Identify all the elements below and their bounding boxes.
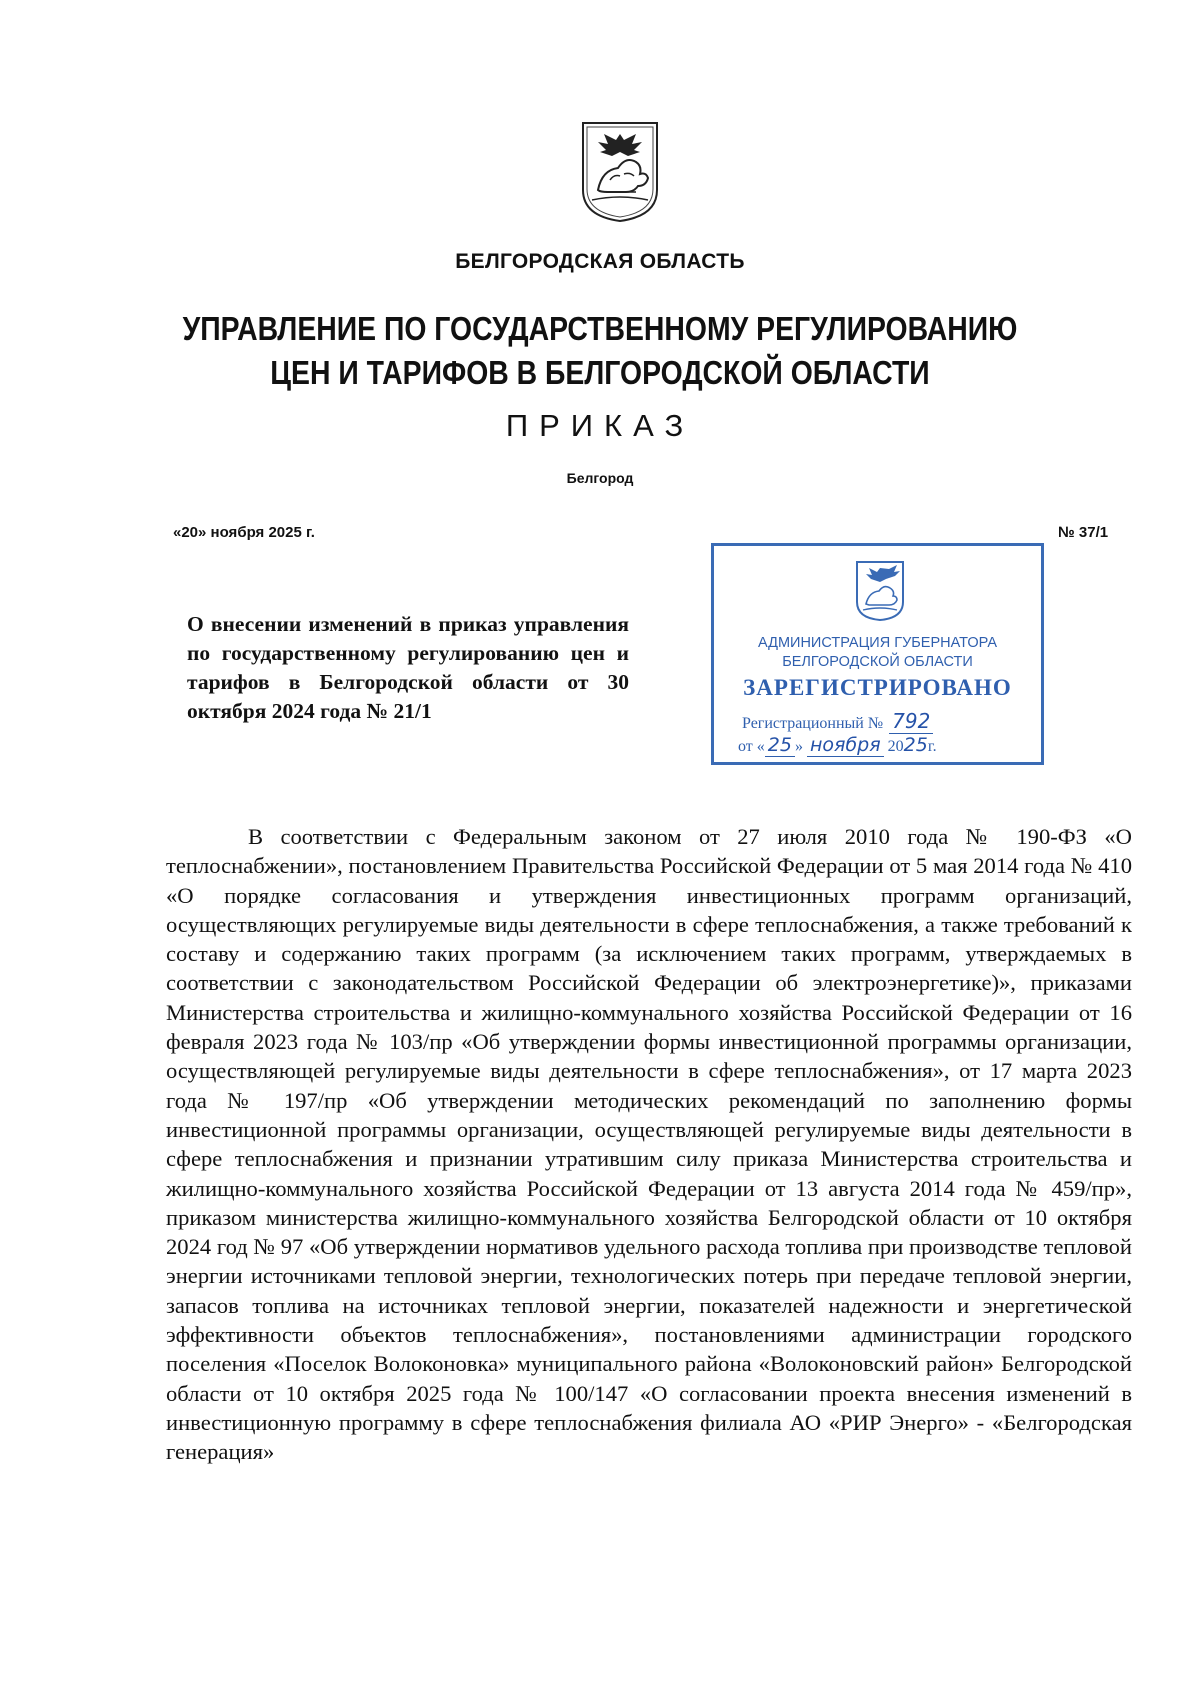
document-number: № 37/1 xyxy=(1058,524,1109,541)
stamp-date-day: 25 xyxy=(765,734,795,757)
stamp-reg-number: 792 xyxy=(889,709,933,734)
stamp-date-year-prefix: 20 xyxy=(887,738,904,755)
document-subject: О внесении изменений в приказ управления по государственному регулированию цен и тарифов в Белгородской области от 30 октября 2024 года № 21/1 xyxy=(187,612,629,723)
stamp-date-year: 25 xyxy=(903,734,928,756)
region-title: БЕЛГОРОДСКАЯ ОБЛАСТЬ xyxy=(455,250,745,273)
stamp-registration-line xyxy=(742,709,933,733)
agency-title xyxy=(170,307,1030,395)
coat-of-arms-icon xyxy=(580,120,660,224)
stamp-date-month: ноября xyxy=(807,734,884,757)
stamp-date-suffix: г. xyxy=(927,738,937,755)
agency-title-line1: УПРАВЛЕНИЕ ПО ГОСУДАРСТВЕННОМУ РЕГУЛИРОВАНИЮ xyxy=(182,310,1018,347)
stamp-date-line xyxy=(738,734,937,756)
stamp-emblem-icon xyxy=(855,560,905,622)
stamp-org-line1: АДМИНИСТРАЦИЯ ГУБЕРНАТОРА xyxy=(757,635,998,651)
stamp-reg-label: Регистрационный № xyxy=(742,715,884,732)
registration-stamp xyxy=(711,543,1044,765)
document-city: Белгород xyxy=(566,470,634,486)
document-type: ПРИКАЗ xyxy=(505,408,695,443)
stamp-org-line2: БЕЛГОРОДСКОЙ ОБЛАСТИ xyxy=(782,654,973,670)
stamp-organization xyxy=(714,634,1041,672)
body-paragraph: В соответствии с Федеральным законом от 27 июля 2010 года № 190-ФЗ «О теплоснабжении», постановлением Правительства Российской Федерации от 5 мая 2014 года № 410 «О порядке согласования и утверждения инвестиционных программ организаций, осуществляющих регулируемые виды деятельности в сфере теплоснабжения, а также требований к составу и содержанию таких программ (за исключением таких программ, утверждаемых в соответствии с законодательством Российской Федерации об электроэнергетике)», приказами Министерства строительства и жилищно-коммунального хозяйства Российской Федерации от 16 февраля 2023 года № 103/пр «Об утверждении формы инвестиционной программы организации, осуществляющей регулируемые виды деятельности в сфере теплоснабжения», от 17 марта 2023 года № 197/пр «Об утверждении методических рекомендаций по заполнению формы инвестиционной программы организации, осуществляющей регулируемые виды деятельности в сфере теплоснабжения и признании утратившим силу приказа Министерства строительства и жилищно-коммунального хозяйства Российской Федерации от 13 августа 2014 года № 459/пр», приказом министерства жилищно-коммунального хозяйства Белгородской области от 10 октября 2024 год № 97 «Об утверждении нормативов удельного расхода топлива при производстве тепловой энергии источниками тепловой энергии, технологических потерь при передаче тепловой энергии, запасов топлива на источниках тепловой энергии, показателей надежности и энергетической эффективности объектов теплоснабжения», постановлениями администрации городского поселения «Поселок Волоконовка» муниципального района «Волоконовский район» Белгородской области от 10 октября 2025 года № 100/147 «О согласовании проекта внесения изменений в инвестиционную программу в сфере теплоснабжения филиала АО «РИР Энерго» - «Белгородская генерация» xyxy=(166,824,1132,1465)
stamp-date-mid: » xyxy=(794,738,803,755)
stamp-status: ЗАРЕГИСТРИРОВАНО xyxy=(743,675,1012,700)
agency-title-line2: ЦЕН И ТАРИФОВ В БЕЛГОРОДСКОЙ ОБЛАСТИ xyxy=(270,354,930,391)
stamp-date-prefix: от « xyxy=(738,738,765,755)
document-date: «20» ноября 2025 г. xyxy=(173,524,315,541)
